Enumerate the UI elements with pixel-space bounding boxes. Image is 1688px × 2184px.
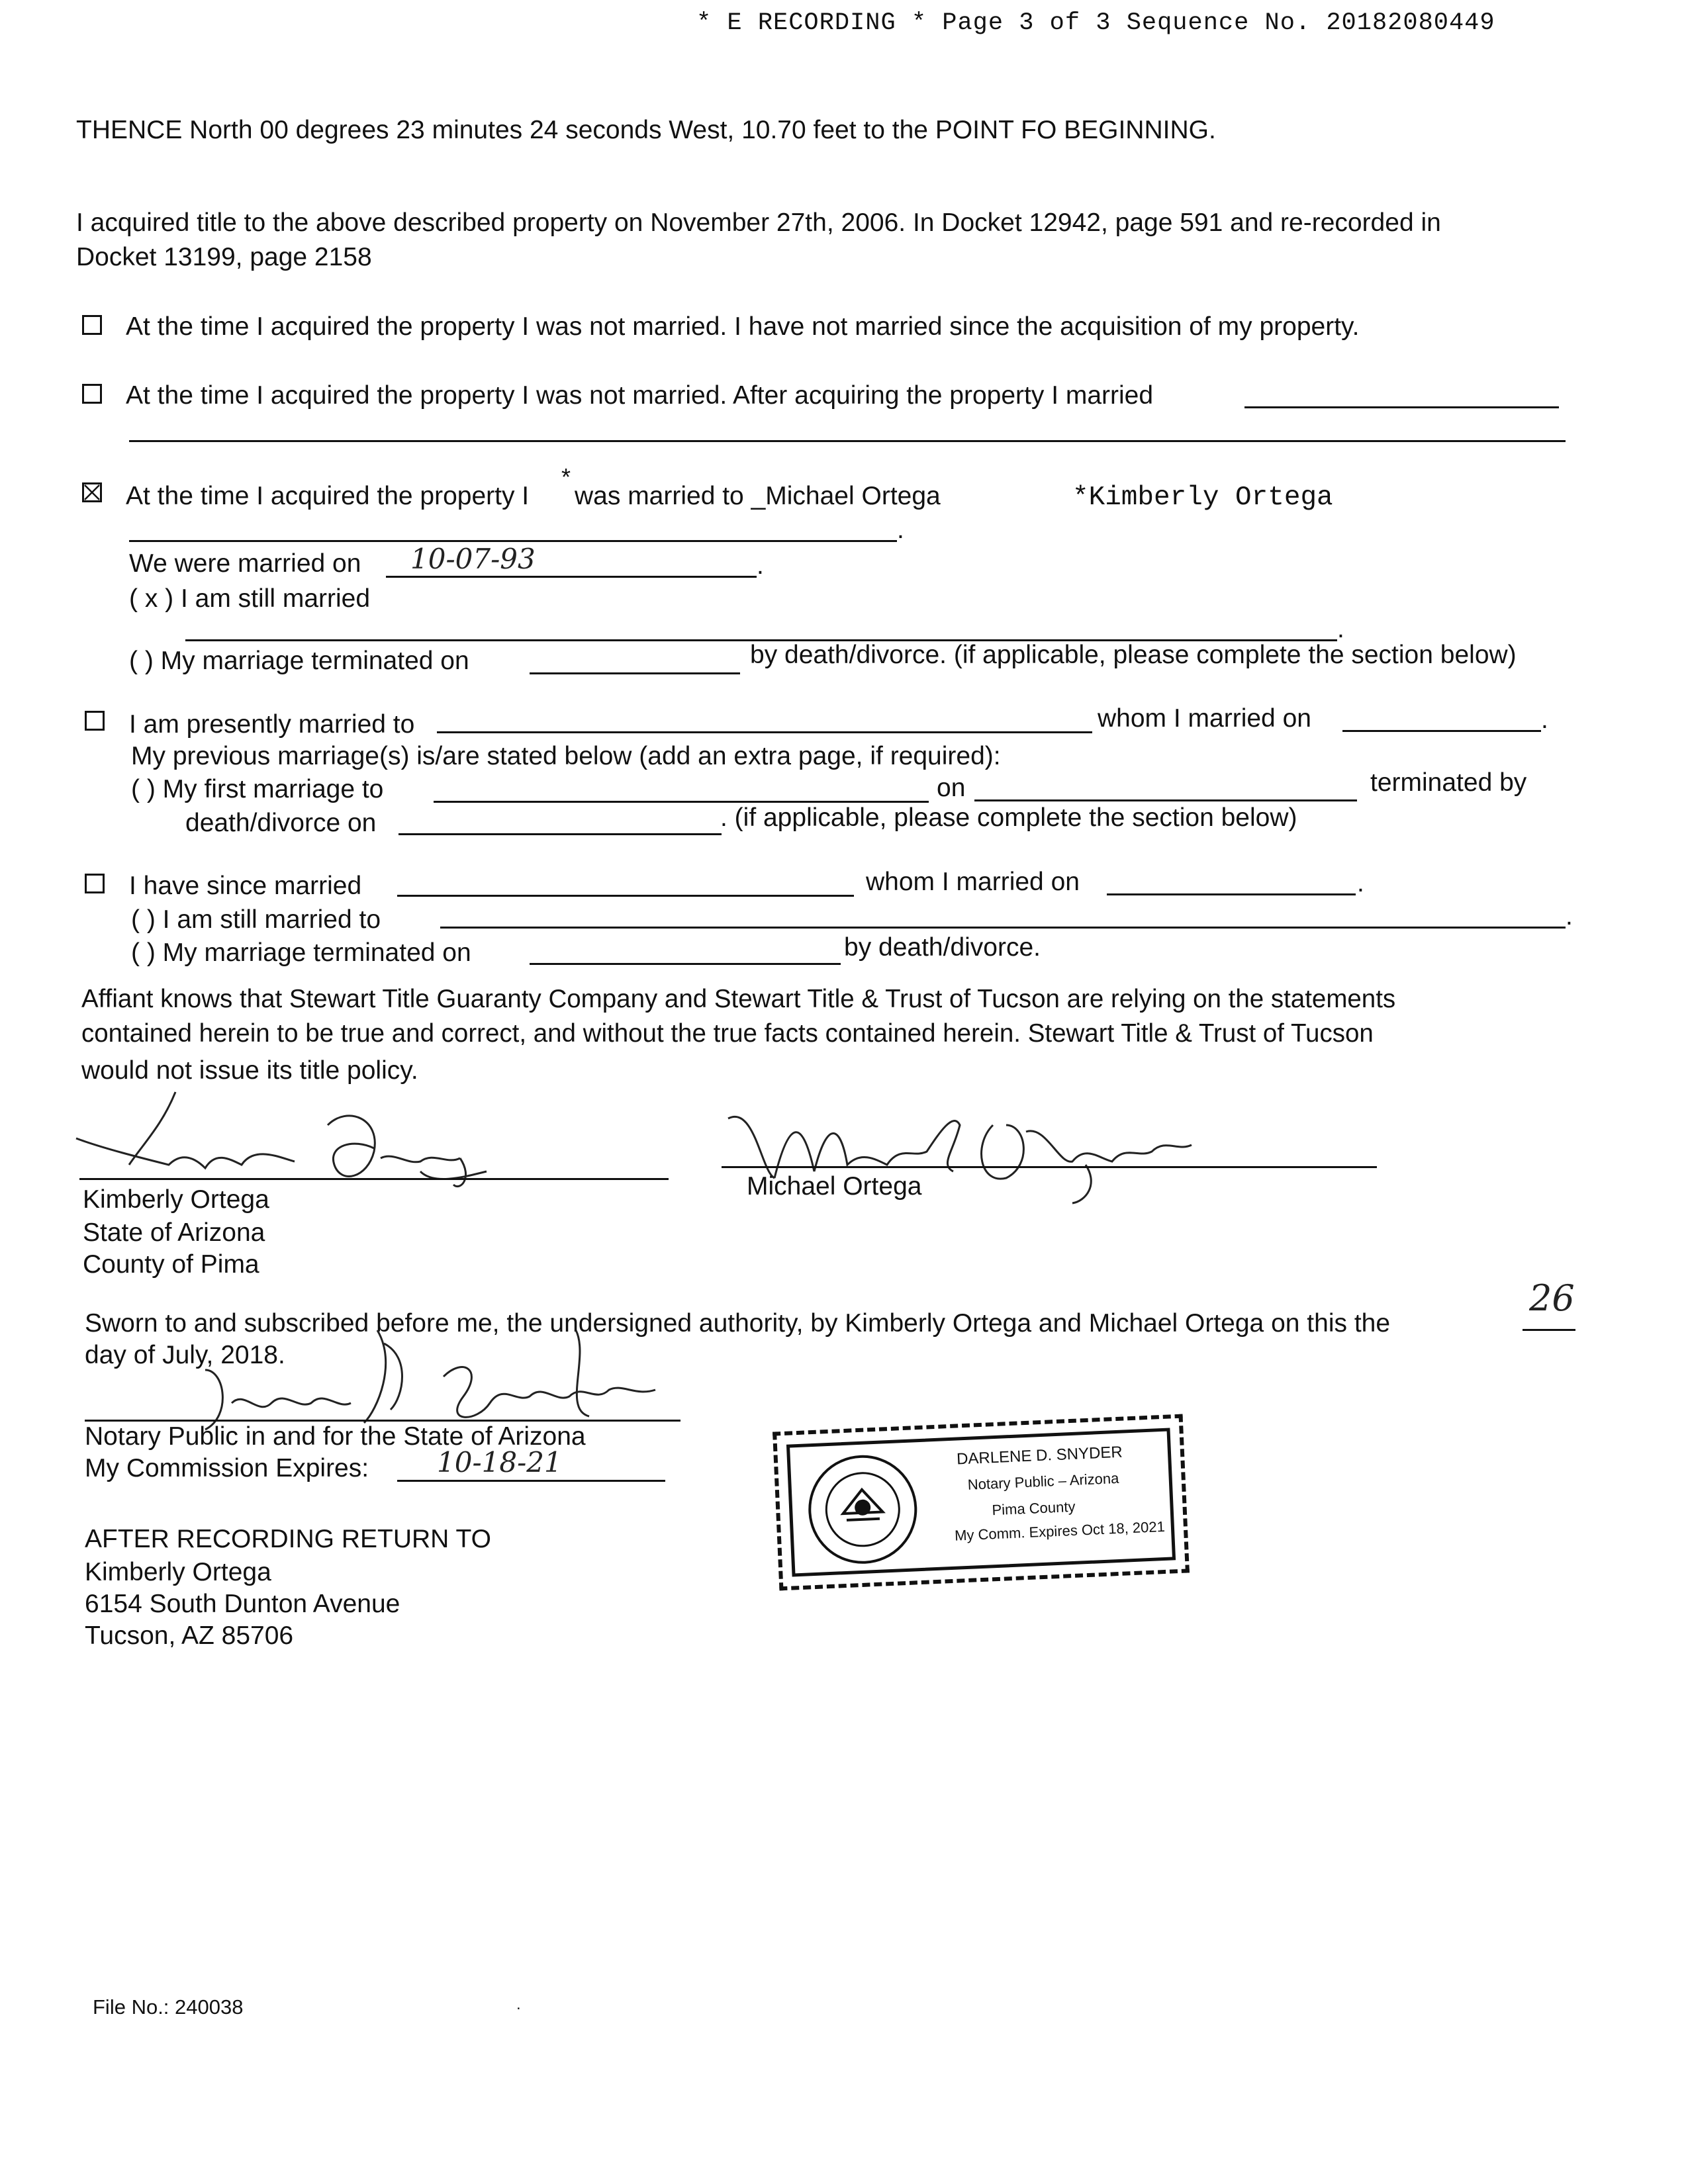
option-4-on: on [937, 774, 966, 802]
option-3-married-on-value: 10-07-93 [410, 543, 536, 575]
notary-stamp [773, 1414, 1190, 1591]
left-signer-name: Kimberly Ortega [83, 1185, 269, 1214]
kimberly-signature [63, 1085, 553, 1198]
option-3-text-b: was married to _Michael Ortega [575, 482, 941, 510]
affiant-line-3: would not issue its title policy. [81, 1056, 418, 1085]
notary-expires-line [397, 1480, 665, 1482]
stamp-name: DARLENE D. SNYDER [956, 1443, 1123, 1469]
option-5-checkbox[interactable] [85, 874, 105, 893]
recording-header: * E RECORDING * Page 3 of 3 Sequence No. 20182080449 [696, 9, 1495, 37]
option-5-still-line [440, 927, 1566, 929]
option-5-still-period: . [1566, 902, 1573, 931]
option-2-married-line [1244, 406, 1559, 408]
notary-expires-label: My Commission Expires: [85, 1454, 369, 1482]
return-street: 6154 South Dunton Avenue [85, 1590, 400, 1618]
return-name: Kimberly Ortega [85, 1558, 271, 1586]
option-1-checkbox[interactable] [82, 315, 102, 335]
option-5-by-death: by death/divorce. [844, 933, 1041, 962]
option-4-if-applicable: . (if applicable, please complete the section below) [720, 803, 1297, 832]
left-state: State of Arizona [83, 1218, 265, 1247]
option-4-presently-line [437, 731, 1092, 733]
sworn-day-value: 26 [1529, 1277, 1575, 1319]
option-3-terminated-prefix: ( ) My marriage terminated on [129, 647, 469, 675]
option-3-typed-name: *Kimberly Ortega [1072, 482, 1333, 513]
stamp-title: Notary Public – Arizona [967, 1469, 1119, 1493]
sworn-line-2: day of July, 2018. [85, 1341, 285, 1369]
file-number: File No.: 240038 [93, 1995, 244, 2019]
option-3-terminated-line [530, 672, 740, 674]
option-4-terminated-by: terminated by [1370, 768, 1527, 797]
option-4-checkbox[interactable] [85, 711, 105, 731]
right-signer-name: Michael Ortega [747, 1172, 922, 1201]
option-2-text: At the time I acquired the property I was not married. After acquiring the property I married [126, 381, 1154, 410]
option-5-since: I have since married [129, 872, 362, 900]
option-3-married-on-period: . [757, 551, 764, 580]
option-5-whom-line [1107, 893, 1356, 895]
notary-expires-value: 10-18-21 [437, 1446, 562, 1479]
option-3-name-period: . [897, 516, 904, 544]
option-2-second-line [129, 440, 1566, 442]
option-5-still: ( ) I am still married to [131, 905, 381, 934]
option-3-name-line [129, 540, 897, 542]
option-3-blank-period: . [1337, 615, 1344, 643]
option-3-star: * [561, 463, 571, 490]
option-3-checkbox[interactable] [82, 482, 102, 502]
stray-dot: . [516, 1995, 521, 2013]
stamp-expires: My Comm. Expires Oct 18, 2021 [954, 1518, 1166, 1544]
sworn-day-line [1523, 1329, 1575, 1331]
option-5-terminated-line [530, 963, 841, 965]
option-5-whom: whom I married on [866, 868, 1080, 896]
kimberly-signature-line [79, 1178, 669, 1180]
option-4-previous: My previous marriage(s) is/are stated below (add an extra page, if required): [131, 742, 1001, 770]
option-3-married-on-label: We were married on [129, 549, 361, 578]
option-4-presently: I am presently married to [129, 710, 415, 739]
option-4-first: ( ) My first marriage to [131, 775, 384, 803]
acquired-line-2: Docket 13199, page 2158 [76, 243, 372, 271]
option-4-whom-line [1342, 730, 1541, 732]
option-3-text-a: At the time I acquired the property I [126, 482, 530, 510]
option-3-married-on-line [386, 576, 757, 578]
option-4-death-divorce-on: death/divorce on [185, 809, 377, 837]
option-1-text: At the time I acquired the property I was not married. I have not married since the acquisition of my property. [126, 312, 1360, 341]
affiant-line-2: contained herein to be true and correct, and without the true facts contained herein. Stewart Title & Trust of Tucson [81, 1019, 1374, 1048]
michael-signature-line [722, 1166, 1377, 1168]
great-seal-icon [804, 1451, 921, 1568]
option-4-death-divorce-line [399, 833, 722, 835]
notary-line-1: Notary Public in and for the State of Arizona [85, 1422, 586, 1451]
affiant-line-1: Affiant knows that Stewart Title Guaranty Company and Stewart Title & Trust of Tucson are relying on the statements [81, 985, 1396, 1013]
option-3-terminated-suffix: by death/divorce. (if applicable, please complete the section below) [750, 641, 1517, 669]
return-city: Tucson, AZ 85706 [85, 1621, 294, 1650]
option-3-still-married: ( x ) I am still married [129, 584, 371, 613]
acquired-line-1: I acquired title to the above described property on November 27th, 2006. In Docket 12942, page 591 and re-recorded in [76, 208, 1441, 237]
option-4-on-line [974, 799, 1357, 801]
option-4-whom: whom I married on [1098, 704, 1311, 733]
stamp-county: Pima County [991, 1498, 1076, 1519]
sworn-line-1: Sworn to and subscribed before me, the undersigned authority, by Kimberly Ortega and Michael Ortega on this the [85, 1309, 1391, 1338]
legal-thence: THENCE North 00 degrees 23 minutes 24 seconds West, 10.70 feet to the POINT FO BEGINNING. [76, 116, 1216, 144]
return-heading: AFTER RECORDING RETURN TO [85, 1525, 491, 1553]
option-2-checkbox[interactable] [82, 384, 102, 404]
check-x-icon [84, 484, 100, 500]
option-5-terminated: ( ) My marriage terminated on [131, 938, 471, 967]
option-4-whom-period: . [1541, 705, 1548, 734]
left-county: County of Pima [83, 1250, 259, 1279]
option-5-whom-period: . [1357, 869, 1364, 897]
option-5-since-line [397, 895, 854, 897]
